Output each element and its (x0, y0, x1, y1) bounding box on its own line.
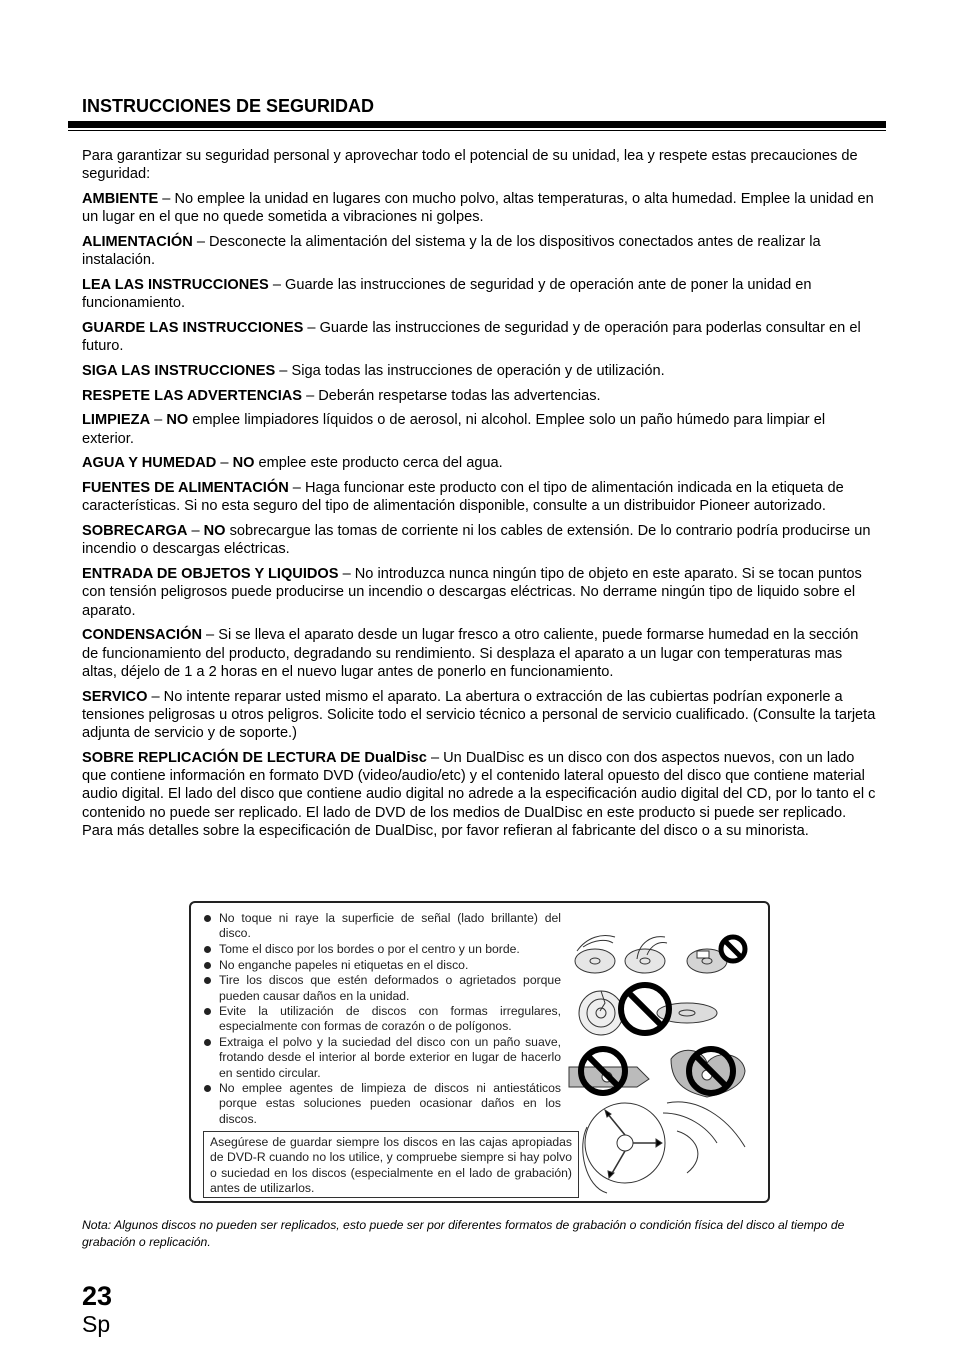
replication-note: Nota: Algunos discos no pueden ser replicados, esto puede ser por diferentes formatos de grabación o condición física del disco al tiempo de grabación o replicación. (82, 1218, 845, 1249)
page-title: INSTRUCCIONES DE SEGURIDAD (82, 96, 375, 116)
item-label: SOBRECARGA (82, 522, 188, 539)
item-label: AMBIENTE (82, 190, 159, 207)
list-item: No enganche papeles ni etiquetas en el disco. (201, 958, 561, 973)
item-alimentacion: ALIMENTACIÓN – Desconecte la alimentación del sistema y la de los dispositivos conectados antes de realizar la instalación. (82, 233, 821, 269)
language-code: Sp (82, 1311, 111, 1337)
item-servicio: SERVICO – No intente reparar usted mismo el aparato. La abertura o extracción de las cubiertas podrían exponerle a tensiones peligrosas u otros peligros. Solicite todo el servicio técnico a personal de servicio cualificado. (Consulte la tarjeta adjunta de servicio y de soporte.) (82, 688, 876, 742)
safety-instructions (82, 147, 878, 847)
item-limpieza: LIMPIEZA – NO emplee limpiadores líquidos o de aerosol, ni alcohol. Emplee solo un paño húmedo para limpiar el exterior. (82, 412, 826, 447)
page-number: 23 (82, 1281, 113, 1311)
item-guarde-instrucciones: GUARDE LAS INSTRUCCIONES – Guarde las instrucciones de seguridad y de operación para poderlas consultar en el futuro. (82, 319, 861, 355)
item-dualdisc: SOBRE REPLICACIÓN DE LECTURA DE DualDisc – Un DualDisc es un disco con dos aspectos nuevos, con un lado que contiene información en formato DVD (video/audio/etc) y el contenido lateral opuesto del disco que contiene material audio digital. El lado del disco que contiene audio digital no adrede a la especificación audio digital del CD, por lo tanto el c contenido no puede ser replicado. El lado de DVD de los medios de DualDisc en este producto si puede ser replicado. Para más detalles sobre la especificación de DualDisc, por favor refieran al fabricante del disco o a su minorista. (82, 749, 876, 839)
item-fuentes-alimentacion: FUENTES DE ALIMENTACIÓN – Haga funcionar este producto con el tipo de alimentación indicada en la etiqueta de características. Si no esta seguro del tipo de alimentación disponible, consulte a un distribuidor Pioneer autorizado. (82, 479, 844, 515)
item-ambiente: AMBIENTE – No emplee la unidad en lugares con mucho polvo, altas temperaturas, o alta humedad. Emplee la unidad en un lugar en el que no quede sometida a vibraciones ni golpes. (82, 190, 874, 226)
disc-care-box (189, 901, 770, 1203)
bullet-icon (204, 962, 211, 969)
list-item: Evite la utilización de discos con formas irregulares, especialmente con formas de corazón o de polígonos. (201, 1004, 561, 1034)
bullet-icon (204, 1085, 211, 1092)
item-respete-advertencias: RESPETE LAS ADVERTENCIAS – Deberán respetarse todas las advertencias. (82, 387, 601, 404)
intro-paragraph: Para garantizar su seguridad personal y aprovechar todo el potencial de su unidad, lea y respete estas precauciones de seguridad: (82, 148, 858, 183)
item-label: FUENTES DE ALIMENTACIÓN (82, 479, 289, 496)
item-entrada-objetos: ENTRADA DE OBJETOS Y LIQUIDOS – No introduzca nunca ningún tipo de objeto en este aparato. Si se tocan puntos con tensión peligrosos puede producirse un incendio o descargas eléctricas. No derrame ningún tipo de liquido sobre el aparato. (82, 565, 862, 619)
list-item: No toque ni raye la superficie de señal (lado brillante) del disco. (201, 911, 561, 941)
bullet-icon (204, 946, 211, 953)
item-label: SOBRE REPLICACIÓN DE LECTURA DE DualDisc (82, 749, 427, 766)
list-item: Extraiga el polvo y la suciedad del disco con un paño suave, frotando desde el interior al borde exterior en lugar de hacerlo en sentido circular. (201, 1035, 561, 1081)
list-item: Tome el disco por los bordes o por el centro y un borde. (201, 942, 561, 957)
list-item: Tire los discos que estén deformados o agrietados porque pueden causar daños en la unidad. (201, 973, 561, 1003)
item-siga-instrucciones: SIGA LAS INSTRUCCIONES – Siga todas las instrucciones de operación y de utilización. (82, 362, 665, 379)
cracked-disc-icon (579, 991, 623, 1035)
item-label: SERVICO (82, 688, 148, 705)
item-label: SIGA LAS INSTRUCCIONES (82, 362, 276, 379)
bullet-icon (204, 915, 211, 922)
item-condensacion: CONDENSACIÓN – Si se lleva el aparato desde un lugar fresco a otro caliente, puede formarse humedad en la sección de funcionamiento del producto, degradando su rendimiento. Si desplaza el aparato a un lugar con temperaturas mas altas, déjelo de 1 a 2 horas en el nuevo lugar antes de ponerlo en funcionamiento. (82, 627, 859, 680)
disc-handling-illustration (567, 907, 767, 1199)
item-sobrecarga: SOBRECARGA – NO sobrecargue las tomas de corriente ni los cables de extensión. De lo contrario podría producirse un incendio o descargas eléctricas. (82, 522, 871, 558)
item-label: AGUA Y HUMEDAD (82, 455, 217, 472)
hand-holding-disc-center-icon (625, 937, 667, 973)
item-lea-instrucciones: LEA LAS INSTRUCCIONES – Guarde las instrucciones de seguridad y de operación ante de poner la unidad en funcionamiento. (82, 276, 812, 312)
item-agua-humedad: AGUA Y HUMEDAD – NO emplee este producto cerca del agua. (82, 455, 503, 472)
disc-care-list (201, 911, 561, 1127)
list-item: No emplee agentes de limpieza de discos ni antiestáticos porque estas soluciones pueden ocasionar daños en los discos. (201, 1081, 561, 1127)
item-label: ALIMENTACIÓN (82, 233, 193, 250)
bullet-icon (204, 1039, 211, 1046)
bullet-icon (204, 1008, 211, 1015)
storage-notice: Asegúrese de guardar siempre los discos en las cajas apropiadas de DVD-R cuando no los utilice, y compruebe siempre si hay polvo o suciedad en los discos (especialmente en el lado de grabación) antes de utilizarlos. (203, 1131, 579, 1198)
item-label: RESPETE LAS ADVERTENCIAS (82, 387, 303, 404)
item-label: LEA LAS INSTRUCCIONES (82, 276, 269, 293)
item-label: LIMPIEZA (82, 412, 151, 429)
item-label: ENTRADA DE OBJETOS Y LIQUIDOS (82, 565, 339, 582)
title-rule-thick (68, 121, 886, 128)
item-label: CONDENSACIÓN (82, 627, 202, 644)
title-rule-thin (68, 130, 886, 131)
hand-holding-disc-icon (575, 936, 615, 973)
prohibited-icon (721, 937, 745, 961)
item-label: GUARDE LAS INSTRUCCIONES (82, 319, 304, 336)
cleaning-disc-icon (583, 1102, 745, 1193)
bullet-icon (204, 977, 211, 984)
